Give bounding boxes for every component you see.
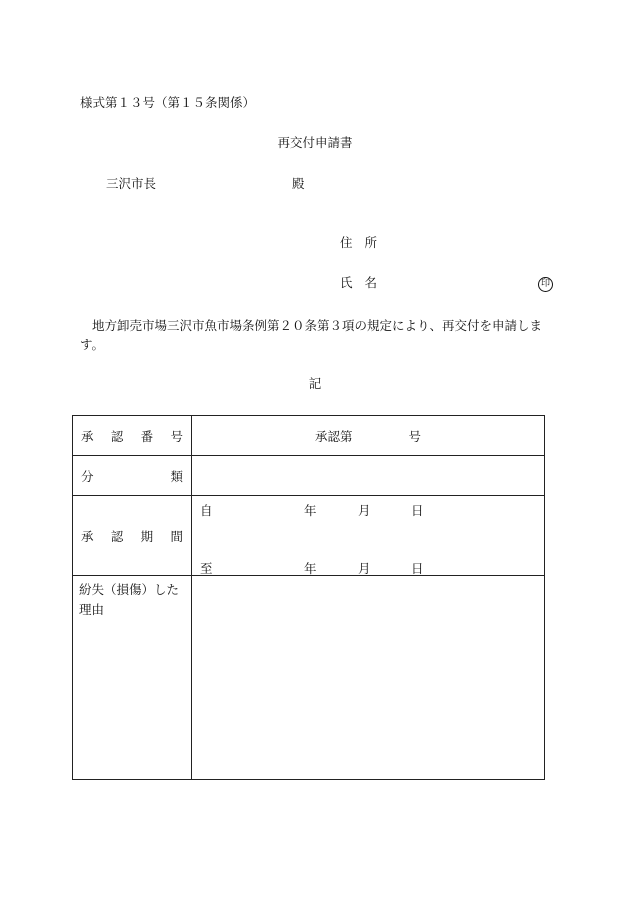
approval-period-field[interactable]: [192, 496, 545, 576]
name-label: 氏名: [340, 275, 390, 290]
application-statement: 地方卸売市場三沢市魚市場条例第２０条第３項の規定により、再交付を申請します。: [80, 318, 543, 352]
approval-prefix: 承認第: [314, 428, 353, 444]
honorific: 殿: [292, 176, 305, 191]
form-number: 様式第１３号（第１５条関係）: [80, 95, 256, 110]
category-label: 分 類: [73, 456, 192, 496]
period-to-line: 至 年 月 日: [200, 561, 424, 576]
period-from-line: 自 年 月 日: [200, 503, 424, 518]
approval-number-label: 承 認 番 号: [73, 416, 192, 456]
seal-mark: 印: [538, 277, 553, 292]
reason-field[interactable]: [192, 576, 545, 780]
category-field[interactable]: [192, 456, 545, 496]
address-label: 住所: [340, 235, 390, 250]
approval-period-label: 承 認 期 間: [73, 496, 192, 576]
application-table: [72, 415, 545, 780]
approval-number-field[interactable]: [192, 416, 545, 456]
addressee: 三沢市長: [106, 176, 157, 191]
ki-heading: 記: [308, 376, 322, 391]
document-title: 再交付申請書: [277, 135, 353, 150]
reason-label: 紛失（損傷）した理由: [73, 576, 192, 780]
approval-suffix: 号: [408, 428, 422, 444]
